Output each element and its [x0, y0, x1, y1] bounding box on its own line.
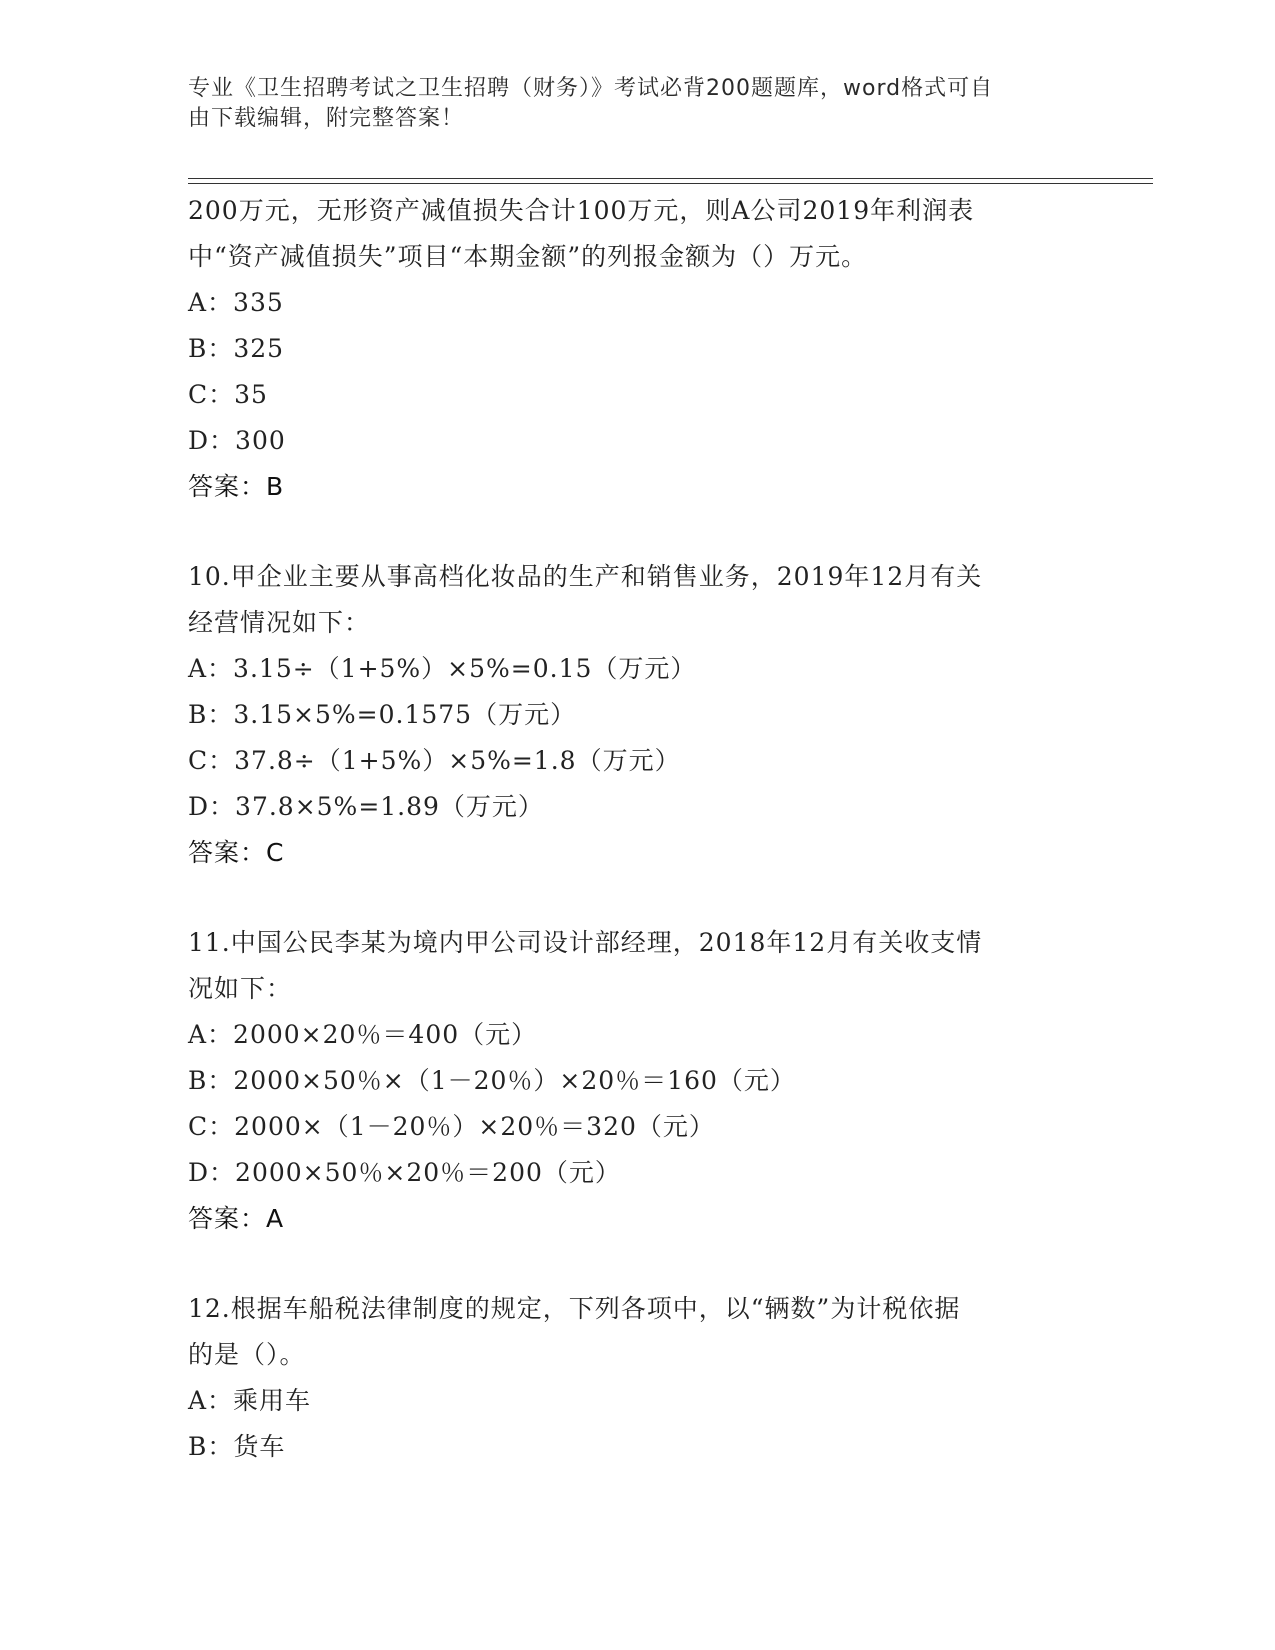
question-spacer — [188, 510, 1068, 554]
option-c: C：35 — [188, 380, 268, 409]
question-9-continued — [188, 188, 1068, 510]
document-body — [188, 188, 1068, 1470]
header-divider-bottom — [188, 183, 1153, 184]
question-spacer — [188, 876, 1068, 920]
answer-line: 答案：C — [188, 838, 285, 867]
question-10 — [188, 554, 1068, 876]
header-divider-top — [188, 178, 1153, 179]
option-a: A：335 — [188, 288, 284, 317]
question-text-line: 12.根据车船税法律制度的规定，下列各项中，以“辆数”为计税依据 — [188, 1294, 961, 1323]
document-header — [188, 74, 1068, 134]
header-line-2: 由下载编辑，附完整答案！ — [188, 106, 465, 131]
question-12 — [188, 1286, 1068, 1470]
question-text-line: 11.中国公民李某为境内甲公司设计部经理，2018年12月有关收支情 — [188, 928, 983, 957]
question-text-line: 200万元，无形资产减值损失合计100万元，则A公司2019年利润表 — [188, 196, 975, 225]
answer-line: 答案：B — [188, 472, 285, 501]
option-b: B：3.15×5%=0.1575（万元） — [188, 700, 577, 729]
option-b: B：2000×50％×（1－20％）×20％＝160（元） — [188, 1066, 796, 1095]
question-text-line: 10.甲企业主要从事高档化妆品的生产和销售业务，2019年12月有关 — [188, 562, 983, 591]
option-a: A：乘用车 — [188, 1386, 312, 1415]
option-a: A：2000×20％＝400（元） — [188, 1020, 538, 1049]
option-b: B：货车 — [188, 1432, 286, 1461]
question-spacer — [188, 1242, 1068, 1286]
question-text-line: 况如下： — [188, 974, 293, 1003]
option-d: D：2000×50％×20％＝200（元） — [188, 1158, 621, 1187]
question-text-line: 经营情况如下： — [188, 608, 371, 637]
option-c: C：2000×（1－20％）×20％＝320（元） — [188, 1112, 715, 1141]
question-text-line: 的是（）。 — [188, 1340, 306, 1369]
question-11 — [188, 920, 1068, 1242]
answer-line: 答案：A — [188, 1204, 285, 1233]
header-line-1: 专业《卫生招聘考试之卫生招聘（财务）》考试必背200题题库，word格式可自 — [188, 76, 994, 101]
question-text-line: 中“资产减值损失”项目“本期金额”的列报金额为（）万元。 — [188, 242, 868, 271]
option-d: D：300 — [188, 426, 286, 455]
option-c: C：37.8÷（1+5%）×5%=1.8（万元） — [188, 746, 681, 775]
option-b: B：325 — [188, 334, 285, 363]
option-d: D：37.8×5%=1.89（万元） — [188, 792, 544, 821]
option-a: A：3.15÷（1+5%）×5%=0.15（万元） — [188, 654, 697, 683]
